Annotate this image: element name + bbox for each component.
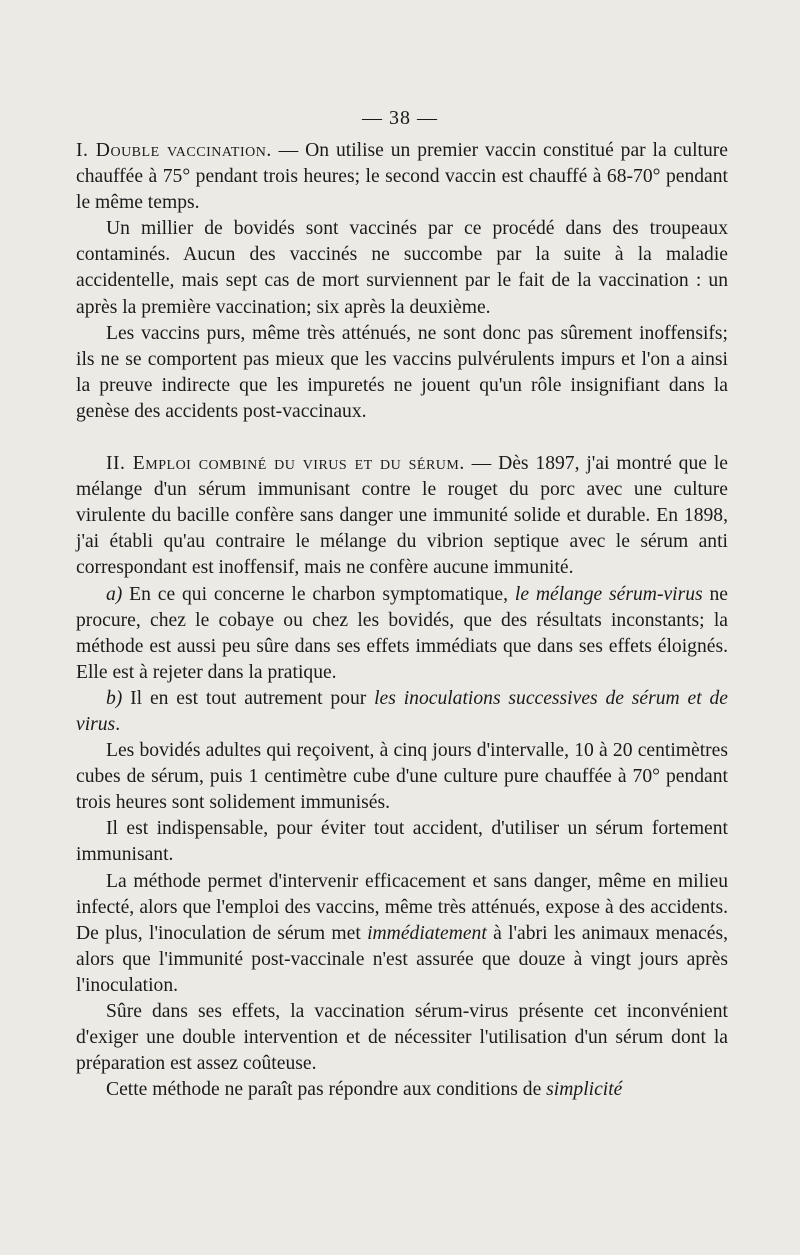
section-1-paragraph-3: Les vaccins purs, même très atténués, ne sont donc pas sûrement inoffensifs; ils ne se comportent pas mieux que les vaccins pulvérulents impurs et l'on a ainsi la preuve indirecte que les impuretés ne jouent qu'un rôle insignifiant dans la genèse des accidents post-vaccinaux. <box>76 322 728 422</box>
body-text <box>76 138 728 1103</box>
section-2-paragraph-method: La méthode permet d'intervenir efficacement et sans danger, même en milieu infecté, alors que l'emploi des vaccins, même très atténués, expose à des accidents. De plus, l'inoculation de sérum met immédiatement à l'abri les animaux menacés, alors que l'immunité post-vaccinale n'est assurée que douze à vingt jours après l'inoculation. <box>76 870 728 996</box>
section-1-heading: I. Double vaccination. <box>76 140 272 161</box>
section-2-heading: II. Emploi combiné du virus et du sérum. <box>106 453 465 475</box>
item-a-marker: a) <box>106 583 123 605</box>
section-1-paragraph-2: Un millier de bovidés sont vaccinés par ce procédé dans des troupeaux contaminés. Aucun des vaccinés ne succombe par la suite à la maladie accidentelle, mais sept cas de mort surviennent par le fait de la vaccination : un après la première vaccination; six après la deuxième. <box>76 218 728 318</box>
item-a-emphasis: le mélange sérum-virus <box>514 583 703 605</box>
section-2-paragraph-last: Cette méthode ne paraît pas répondre aux conditions de simplicité <box>106 1079 623 1101</box>
section-2-paragraph-indispensable: Il est indispensable, pour éviter tout accident, d'utiliser un sérum fortement immunisant. <box>76 818 728 866</box>
section-2-paragraph-sure: Sûre dans ses effets, la vaccination sérum-virus présente cet inconvénient d'exiger une double intervention et de nécessiter l'utilisation d'un sérum dont la préparation est assez coûteuse. <box>76 1001 728 1075</box>
section-1-paragraph-1: I. Double vaccination. — On utilise un premier vaccin constitué par la culture chauffée à 75° pendant trois heures; le second vaccin est chauffé à 68-70° pendant le même temps. <box>76 140 728 214</box>
section-2-paragraph-adults: Les bovidés adultes qui reçoivent, à cinq jours d'intervalle, 10 à 20 centimètres cubes de sérum, puis 1 centimètre cube d'une culture pure chauffée à 70° pendant trois heures sont solidement immunisés. <box>76 740 728 814</box>
item-b-marker: b) <box>106 687 123 709</box>
section-2-item-b: b) Il en est tout autrement pour les inoculations successives de sérum et de virus. <box>76 687 728 735</box>
last-emphasis: simplicité <box>546 1079 623 1101</box>
item-b-emphasis: les inoculations successives de sérum et de virus <box>76 687 728 735</box>
method-emphasis: immédiatement <box>367 922 487 944</box>
page-number: — 38 — <box>362 107 438 129</box>
section-2-item-a: a) En ce qui concerne le charbon symptomatique, le mélange sérum-virus ne procure, chez le cobaye ou chez les bovidés, que des résultats inconstants; la méthode est aussi peu sûre dans ses effets immédiats que dans ses effets éloignés. Elle est à rejeter dans la pratique. <box>76 583 729 683</box>
section-2-paragraph-intro: II. Emploi combiné du virus et du sérum. — Dès 1897, j'ai montré que le mélange d'un sérum immunisant contre le rouget du porc avec une culture virulente du bacille confère sans danger une immunité solide et durable. En 1898, j'ai établi qu'au contraire le mélange du vibrion septique avec le sérum anti correspondant est inoffensif, mais ne confère aucune immunité. <box>76 453 728 579</box>
